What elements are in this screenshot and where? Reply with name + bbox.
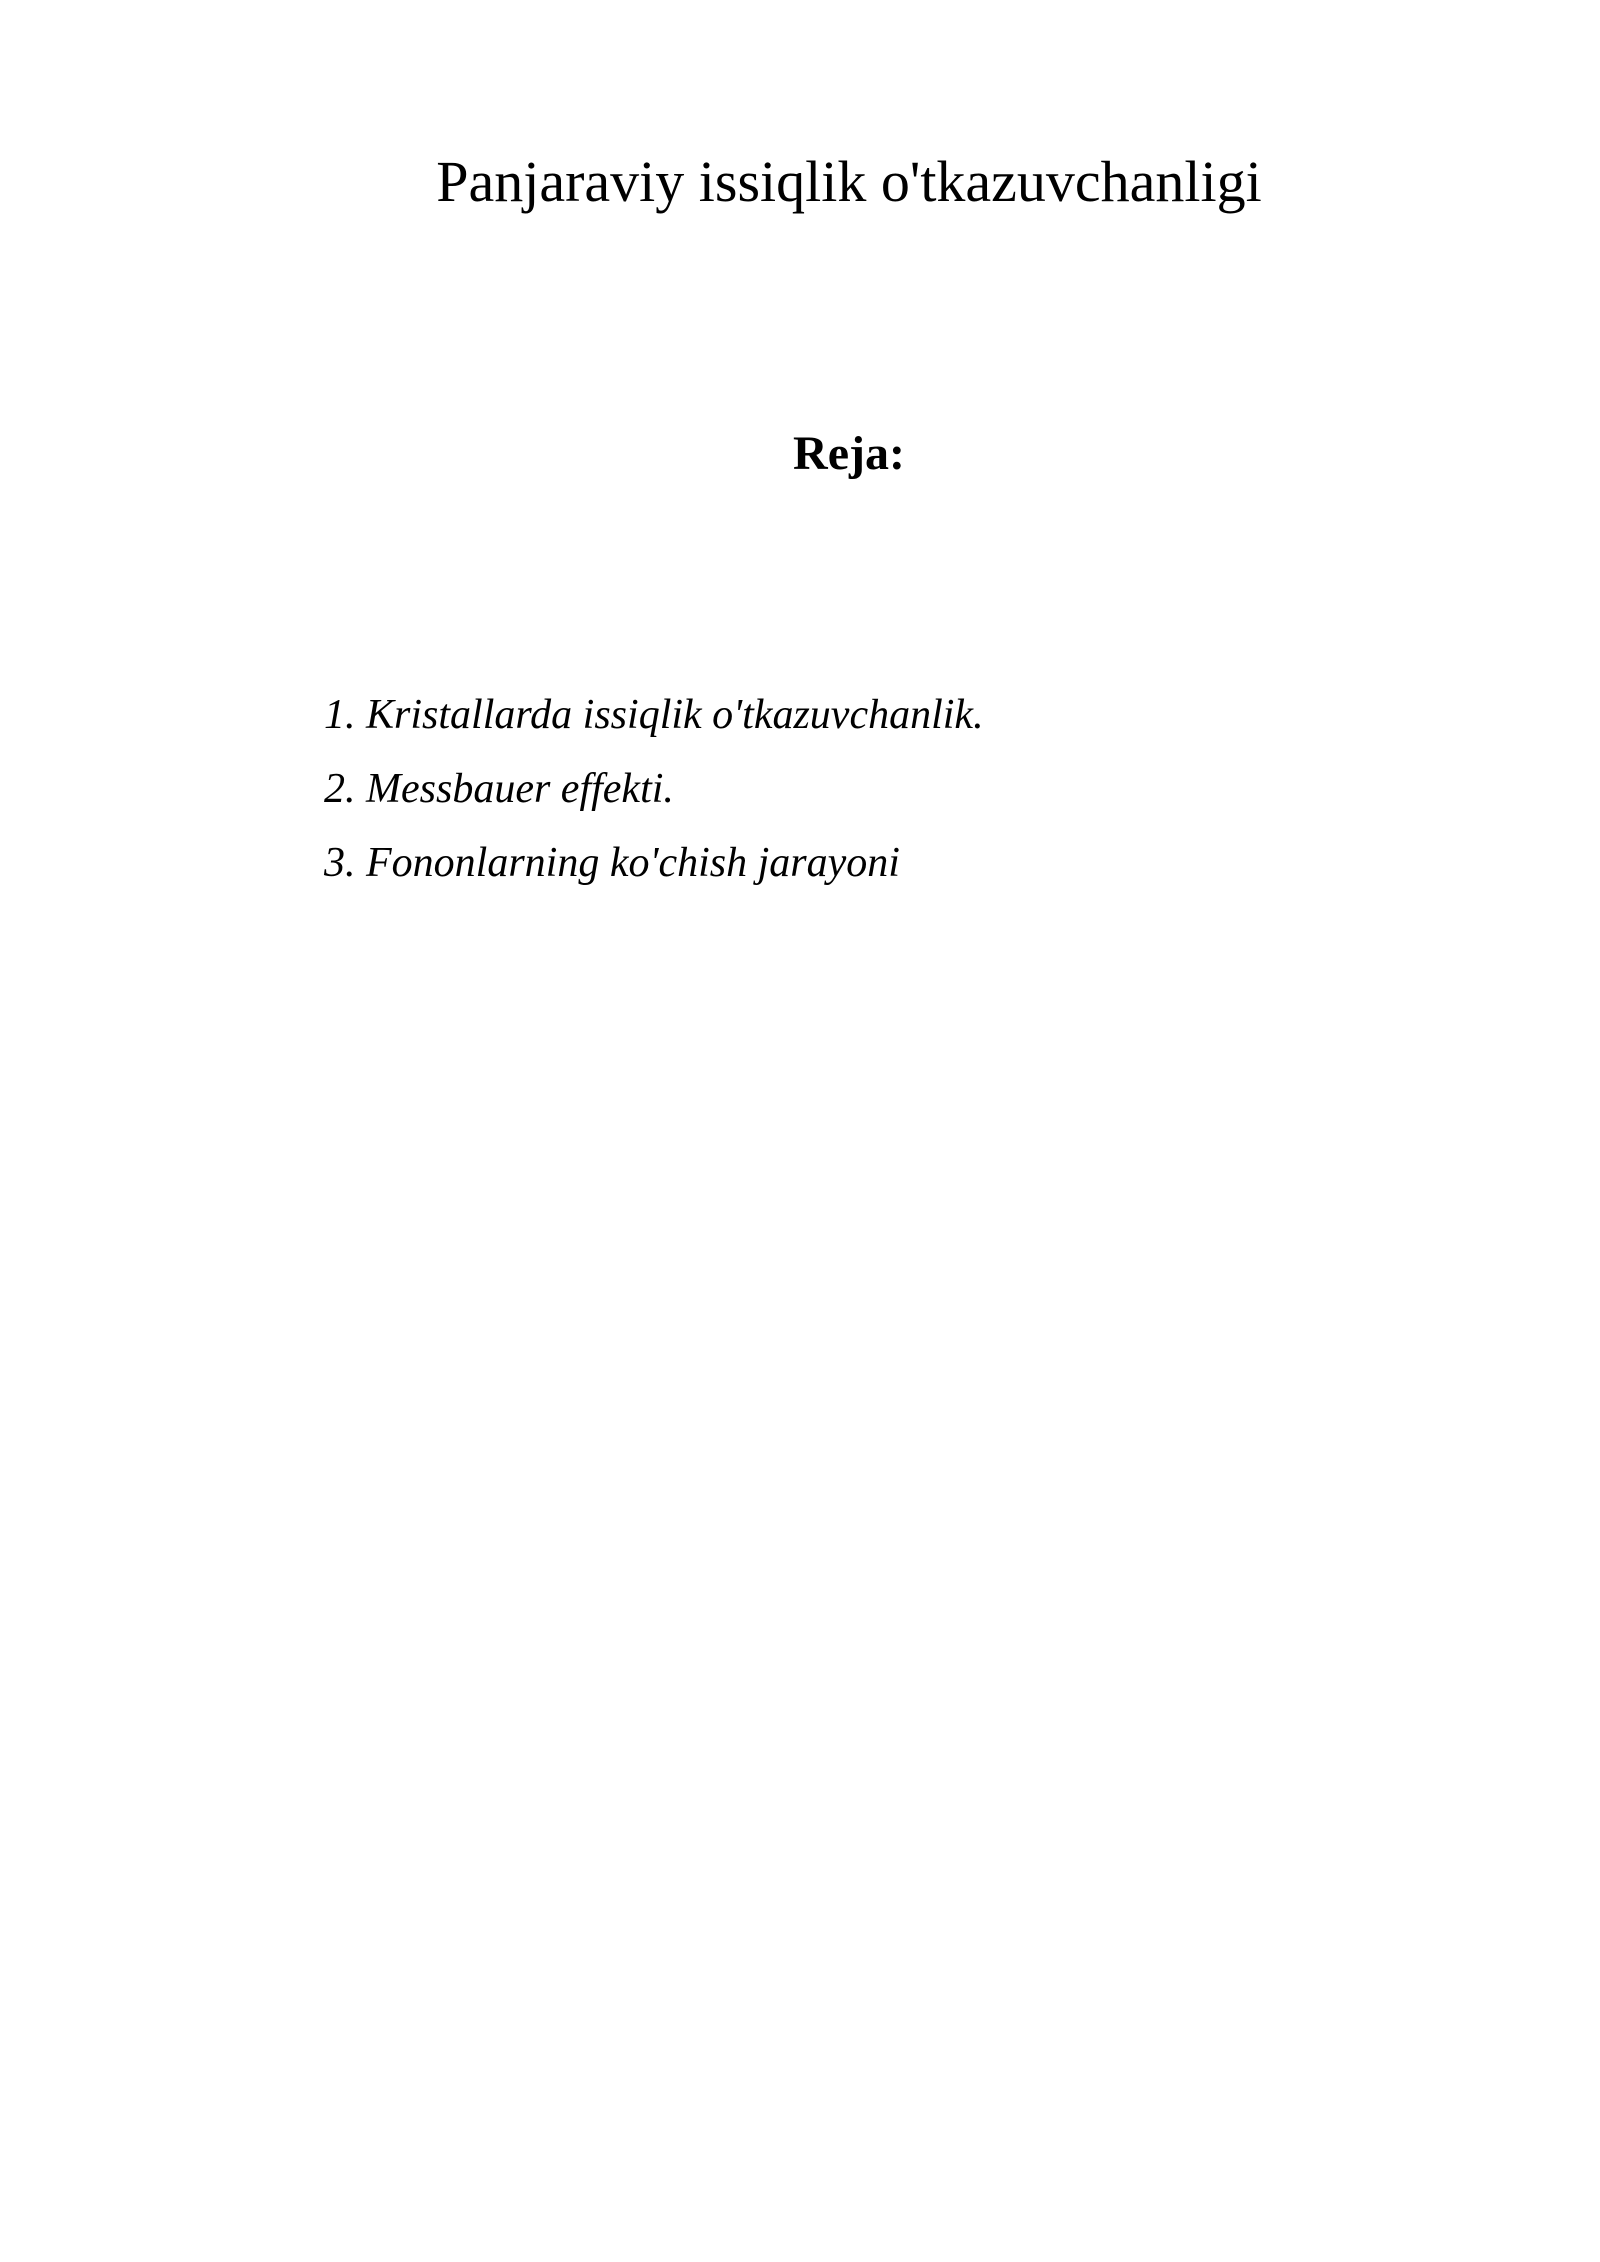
document-title: Panjaraviy issiqlik o'tkazuvchanligi — [436, 149, 1262, 214]
plan-list — [324, 678, 984, 900]
plan-heading: Reja: — [793, 427, 905, 480]
plan-item-2: 2. Messbauer effekti. — [324, 766, 674, 812]
plan-item-3: 3. Fononlarning ko'chish jarayoni — [324, 840, 900, 886]
plan-item-1: 1. Kristallarda issiqlik o'tkazuvchanlik. — [324, 692, 984, 738]
